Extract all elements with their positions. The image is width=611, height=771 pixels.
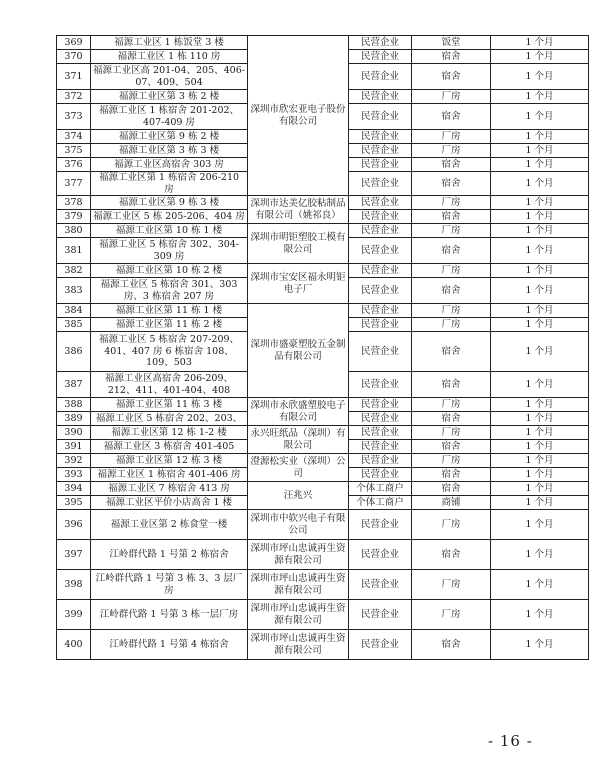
property-use: 宿舍 bbox=[412, 332, 491, 372]
property-address: 福源工业区 5 栋宿舍 207-209、401、407 房 6 栋宿舍 108、109、503 bbox=[91, 332, 248, 372]
enterprise-type: 民营企业 bbox=[349, 540, 412, 570]
company-name: 深圳市坪山忠诚再生资源有限公司 bbox=[248, 570, 349, 600]
table-row bbox=[57, 454, 589, 468]
enterprise-type: 民营企业 bbox=[349, 104, 412, 130]
property-use: 宿舍 bbox=[412, 158, 491, 172]
row-number: 369 bbox=[57, 36, 91, 50]
enterprise-type: 个体工商户 bbox=[349, 496, 412, 510]
duration: 1 个月 bbox=[491, 570, 589, 600]
enterprise-type: 民营企业 bbox=[349, 64, 412, 90]
property-address: 福源工业区第 1 栋宿舍 206-210 房 bbox=[91, 172, 248, 196]
row-number: 384 bbox=[57, 304, 91, 318]
property-use: 商铺 bbox=[412, 496, 491, 510]
enterprise-type: 民营企业 bbox=[349, 238, 412, 264]
property-use: 厂房 bbox=[412, 318, 491, 332]
property-address: 福源工业区 5 栋 205-206、404 房 bbox=[91, 210, 248, 224]
company-name: 深圳市坪山忠诚再生资源有限公司 bbox=[248, 540, 349, 570]
enterprise-type: 民营企业 bbox=[349, 90, 412, 104]
property-address: 福源工业区 1 栋饭堂 3 楼 bbox=[91, 36, 248, 50]
property-address: 福源工业区平价小店高舍 1 楼 bbox=[91, 496, 248, 510]
duration: 1 个月 bbox=[491, 210, 589, 224]
property-address: 福源工业区 7 栋宿舍 413 房 bbox=[91, 482, 248, 496]
row-number: 370 bbox=[57, 50, 91, 64]
property-address: 福源工业区高宿舍 303 房 bbox=[91, 158, 248, 172]
enterprise-type: 民营企业 bbox=[349, 398, 412, 412]
row-number: 398 bbox=[57, 570, 91, 600]
row-number: 388 bbox=[57, 398, 91, 412]
duration: 1 个月 bbox=[491, 172, 589, 196]
property-use: 宿舍 bbox=[412, 412, 491, 426]
table-row bbox=[57, 398, 589, 412]
property-address: 福源工业区第 11 栋 2 楼 bbox=[91, 318, 248, 332]
row-number: 391 bbox=[57, 440, 91, 454]
property-address: 福源工业区第 11 栋 1 楼 bbox=[91, 304, 248, 318]
enterprise-type: 民营企业 bbox=[349, 630, 412, 660]
page-number: - 16 - bbox=[488, 732, 533, 750]
property-address: 福源工业区高宿舍 206-209、212、411、401-404、408 bbox=[91, 372, 248, 398]
property-table bbox=[56, 35, 589, 660]
duration: 1 个月 bbox=[491, 130, 589, 144]
row-number: 382 bbox=[57, 264, 91, 278]
company-name: 深圳市永欣盛塑胶电子有限公司 bbox=[248, 398, 349, 426]
table-row bbox=[57, 264, 589, 278]
property-use: 宿舍 bbox=[412, 104, 491, 130]
property-use: 厂房 bbox=[412, 600, 491, 630]
row-number: 380 bbox=[57, 224, 91, 238]
property-address: 福源工业区第 12 栋 1-2 楼 bbox=[91, 426, 248, 440]
property-use: 厂房 bbox=[412, 570, 491, 600]
row-number: 393 bbox=[57, 468, 91, 482]
property-address: 江岭群代路 1 号第 4 栋宿舍 bbox=[91, 630, 248, 660]
company-name: 深圳市欣宏亚电子股份有限公司 bbox=[248, 36, 349, 196]
row-number: 397 bbox=[57, 540, 91, 570]
property-table-body bbox=[57, 36, 589, 660]
property-address: 江岭群代路 1 号第 2 栋宿舍 bbox=[91, 540, 248, 570]
row-number: 372 bbox=[57, 90, 91, 104]
enterprise-type: 民营企业 bbox=[349, 318, 412, 332]
duration: 1 个月 bbox=[491, 454, 589, 468]
property-address: 福源工业区 5 栋宿舍 302、304-309 房 bbox=[91, 238, 248, 264]
enterprise-type: 民营企业 bbox=[349, 224, 412, 238]
row-number: 375 bbox=[57, 144, 91, 158]
duration: 1 个月 bbox=[491, 104, 589, 130]
enterprise-type: 民营企业 bbox=[349, 50, 412, 64]
enterprise-type: 民营企业 bbox=[349, 304, 412, 318]
property-use: 宿舍 bbox=[412, 210, 491, 224]
enterprise-type: 民营企业 bbox=[349, 210, 412, 224]
property-use: 厂房 bbox=[412, 398, 491, 412]
duration: 1 个月 bbox=[491, 540, 589, 570]
property-use: 宿舍 bbox=[412, 440, 491, 454]
property-use: 宿舍 bbox=[412, 468, 491, 482]
property-address: 福源工业区高 201-04、205、406-07、409、504 bbox=[91, 64, 248, 90]
property-use: 宿舍 bbox=[412, 630, 491, 660]
row-number: 392 bbox=[57, 454, 91, 468]
row-number: 395 bbox=[57, 496, 91, 510]
duration: 1 个月 bbox=[491, 332, 589, 372]
enterprise-type: 民营企业 bbox=[349, 158, 412, 172]
property-use: 厂房 bbox=[412, 130, 491, 144]
duration: 1 个月 bbox=[491, 36, 589, 50]
enterprise-type: 民营企业 bbox=[349, 36, 412, 50]
property-use: 厂房 bbox=[412, 304, 491, 318]
duration: 1 个月 bbox=[491, 224, 589, 238]
property-use: 厂房 bbox=[412, 144, 491, 158]
duration: 1 个月 bbox=[491, 412, 589, 426]
property-use: 宿舍 bbox=[412, 372, 491, 398]
property-address: 福源工业区第 3 栋 2 楼 bbox=[91, 90, 248, 104]
duration: 1 个月 bbox=[491, 440, 589, 454]
row-number: 378 bbox=[57, 196, 91, 210]
row-number: 386 bbox=[57, 332, 91, 372]
enterprise-type: 民营企业 bbox=[349, 278, 412, 304]
row-number: 374 bbox=[57, 130, 91, 144]
property-use: 厂房 bbox=[412, 510, 491, 540]
row-number: 371 bbox=[57, 64, 91, 90]
duration: 1 个月 bbox=[491, 398, 589, 412]
enterprise-type: 个体工商户 bbox=[349, 482, 412, 496]
row-number: 387 bbox=[57, 372, 91, 398]
duration: 1 个月 bbox=[491, 278, 589, 304]
duration: 1 个月 bbox=[491, 304, 589, 318]
property-use: 饭堂 bbox=[412, 36, 491, 50]
company-name: 深圳市达美亿胶粘制品有限公司（姚祁良） bbox=[248, 196, 349, 224]
property-address: 福源工业区第 9 栋 3 楼 bbox=[91, 196, 248, 210]
enterprise-type: 民营企业 bbox=[349, 440, 412, 454]
table-row bbox=[57, 224, 589, 238]
property-address: 福源工业区 1 栋宿舍 201-202、407-409 房 bbox=[91, 104, 248, 130]
property-address: 福源工业区第 12 栋 3 楼 bbox=[91, 454, 248, 468]
property-address: 福源工业区第 11 栋 3 楼 bbox=[91, 398, 248, 412]
row-number: 400 bbox=[57, 630, 91, 660]
row-number: 379 bbox=[57, 210, 91, 224]
duration: 1 个月 bbox=[491, 468, 589, 482]
enterprise-type: 民营企业 bbox=[349, 510, 412, 540]
property-use: 厂房 bbox=[412, 196, 491, 210]
duration: 1 个月 bbox=[491, 318, 589, 332]
table-row bbox=[57, 196, 589, 210]
table-row bbox=[57, 600, 589, 630]
row-number: 394 bbox=[57, 482, 91, 496]
property-use: 宿舍 bbox=[412, 278, 491, 304]
duration: 1 个月 bbox=[491, 600, 589, 630]
duration: 1 个月 bbox=[491, 482, 589, 496]
row-number: 396 bbox=[57, 510, 91, 540]
property-address: 福源工业区 1 栋 110 房 bbox=[91, 50, 248, 64]
property-address: 福源工业区 1 栋宿舍 401-406 房 bbox=[91, 468, 248, 482]
property-address: 江岭群代路 1 号第 3 栋 3、3 层厂房 bbox=[91, 570, 248, 600]
property-use: 厂房 bbox=[412, 454, 491, 468]
enterprise-type: 民营企业 bbox=[349, 372, 412, 398]
row-number: 399 bbox=[57, 600, 91, 630]
company-name: 汪兆兴 bbox=[248, 482, 349, 510]
enterprise-type: 民营企业 bbox=[349, 412, 412, 426]
property-use: 厂房 bbox=[412, 90, 491, 104]
duration: 1 个月 bbox=[491, 238, 589, 264]
table-row bbox=[57, 510, 589, 540]
row-number: 381 bbox=[57, 238, 91, 264]
property-use: 宿舍 bbox=[412, 540, 491, 570]
table-row bbox=[57, 304, 589, 318]
company-name: 深圳市宝安区福永明钜电子厂 bbox=[248, 264, 349, 304]
duration: 1 个月 bbox=[491, 426, 589, 440]
company-name: 永兴旺纸品（深圳）有限公司 bbox=[248, 426, 349, 454]
property-use: 厂房 bbox=[412, 426, 491, 440]
table-row bbox=[57, 482, 589, 496]
enterprise-type: 民营企业 bbox=[349, 468, 412, 482]
duration: 1 个月 bbox=[491, 144, 589, 158]
duration: 1 个月 bbox=[491, 50, 589, 64]
property-address: 福源工业区第 10 栋 1 楼 bbox=[91, 224, 248, 238]
property-address: 福源工业区 5 栋宿舍 202、203、 bbox=[91, 412, 248, 426]
duration: 1 个月 bbox=[491, 264, 589, 278]
property-address: 福源工业区第 9 栋 2 楼 bbox=[91, 130, 248, 144]
property-address: 福源工业区第 10 栋 2 楼 bbox=[91, 264, 248, 278]
enterprise-type: 民营企业 bbox=[349, 196, 412, 210]
row-number: 376 bbox=[57, 158, 91, 172]
company-name: 深圳市中软兴电子有限公司 bbox=[248, 510, 349, 540]
property-use: 宿舍 bbox=[412, 50, 491, 64]
property-use: 厂房 bbox=[412, 224, 491, 238]
row-number: 390 bbox=[57, 426, 91, 440]
company-name: 深圳市坪山忠诚再生资源有限公司 bbox=[248, 630, 349, 660]
property-use: 宿舍 bbox=[412, 172, 491, 196]
table-row bbox=[57, 540, 589, 570]
table-row bbox=[57, 36, 589, 50]
property-use: 宿舍 bbox=[412, 64, 491, 90]
company-name: 澄源松实业（深圳）公司 bbox=[248, 454, 349, 482]
table-row bbox=[57, 570, 589, 600]
enterprise-type: 民营企业 bbox=[349, 172, 412, 196]
property-address: 福源工业区 3 栋宿舍 401-405 bbox=[91, 440, 248, 454]
row-number: 377 bbox=[57, 172, 91, 196]
duration: 1 个月 bbox=[491, 158, 589, 172]
table-row bbox=[57, 630, 589, 660]
duration: 1 个月 bbox=[491, 496, 589, 510]
property-address: 福源工业区第 2 栋食堂一楼 bbox=[91, 510, 248, 540]
duration: 1 个月 bbox=[491, 90, 589, 104]
property-use: 厂房 bbox=[412, 264, 491, 278]
duration: 1 个月 bbox=[491, 372, 589, 398]
enterprise-type: 民营企业 bbox=[349, 144, 412, 158]
duration: 1 个月 bbox=[491, 64, 589, 90]
property-use: 宿舍 bbox=[412, 238, 491, 264]
row-number: 383 bbox=[57, 278, 91, 304]
property-address: 福源工业区 5 栋宿舍 301、303 房、3 栋宿舍 207 房 bbox=[91, 278, 248, 304]
row-number: 389 bbox=[57, 412, 91, 426]
enterprise-type: 民营企业 bbox=[349, 332, 412, 372]
row-number: 385 bbox=[57, 318, 91, 332]
enterprise-type: 民营企业 bbox=[349, 454, 412, 468]
property-address: 江岭群代路 1 号第 3 栋一层厂房 bbox=[91, 600, 248, 630]
duration: 1 个月 bbox=[491, 630, 589, 660]
enterprise-type: 民营企业 bbox=[349, 426, 412, 440]
property-address: 福源工业区第 3 栋 3 楼 bbox=[91, 144, 248, 158]
company-name: 深圳市盛豪塑胶五金制品有限公司 bbox=[248, 304, 349, 398]
enterprise-type: 民营企业 bbox=[349, 570, 412, 600]
table-row bbox=[57, 426, 589, 440]
duration: 1 个月 bbox=[491, 196, 589, 210]
company-name: 深圳市坪山忠诚再生资源有限公司 bbox=[248, 600, 349, 630]
duration: 1 个月 bbox=[491, 510, 589, 540]
property-use: 宿舍 bbox=[412, 482, 491, 496]
row-number: 373 bbox=[57, 104, 91, 130]
enterprise-type: 民营企业 bbox=[349, 130, 412, 144]
enterprise-type: 民营企业 bbox=[349, 264, 412, 278]
company-name: 深圳市明钜塑胶工模有限公司 bbox=[248, 224, 349, 264]
enterprise-type: 民营企业 bbox=[349, 600, 412, 630]
